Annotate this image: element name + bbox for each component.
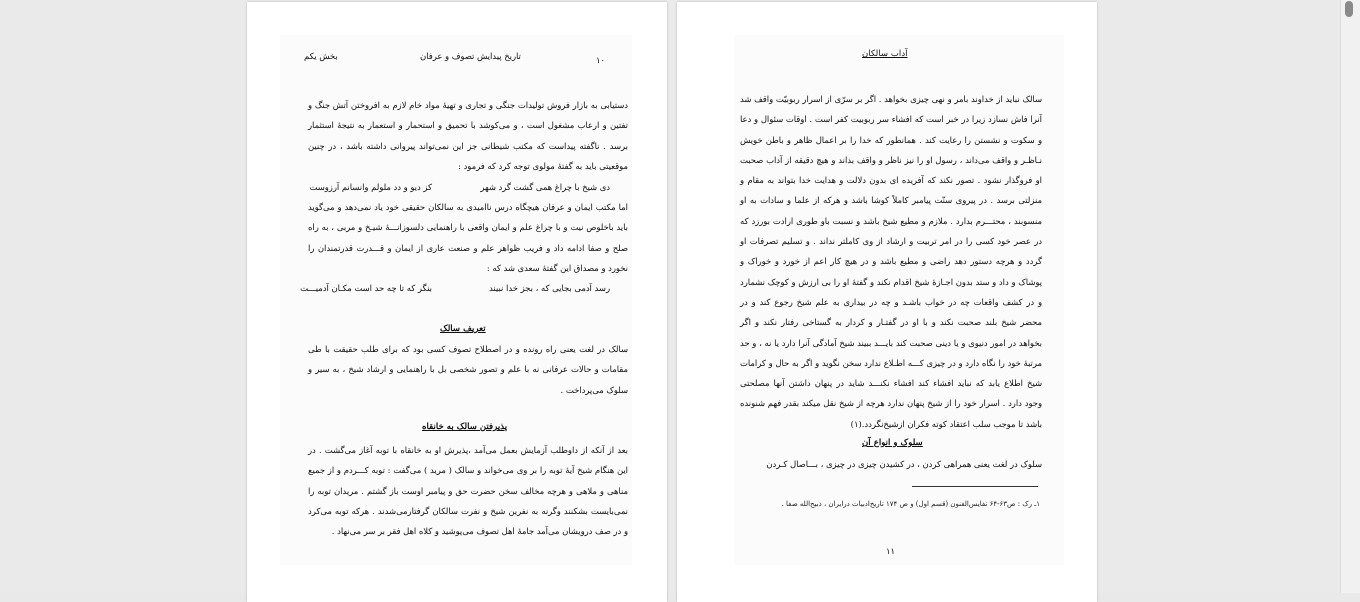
paragraph: اما مکتب ایمان و عرفان هیچگاه درس ناامیدی به سالکان حقیقی خود یاد نمی‌دهد و می‌گوید باید باخلوص نیت و با چراغ علم و ایمان واقعی با راهنمایی دلسوزانـــهٔ شیـخ و مربی ، به راه صلح و صفا ادامه داد و فریب ظواهر علم و صنعت عاری از ایمان و قـــدرت قدرتمندان را نخورد و مصداق این گفتهٔ سعدی شد که : bbox=[308, 202, 628, 273]
paragraph: سلوک در لغت یعنی همراهی کردن ، در کشیدن چیزی در چیزی ، بـــاصال کـردن bbox=[766, 459, 1042, 469]
body-text bbox=[308, 339, 628, 400]
verse-hemistich-2: بنگر که تا چه حد است مکـان آدمیـــت bbox=[300, 283, 432, 293]
body-text bbox=[308, 197, 628, 278]
scanned-page-image bbox=[280, 35, 632, 565]
running-title: تاریخ پیدایش تصوف و عرفان bbox=[420, 51, 521, 61]
section-label: بخش یکم bbox=[304, 51, 338, 61]
verse-hemistich-1: رسد آدمی بجایی که ، بجز خدا نبیند bbox=[489, 283, 610, 293]
scrollbar-thumb[interactable] bbox=[1345, 1, 1353, 17]
body-text bbox=[308, 440, 628, 541]
body-text bbox=[308, 95, 628, 176]
page-left bbox=[247, 2, 667, 602]
body-text bbox=[740, 454, 1042, 474]
section-heading: سلوک و انواع آن bbox=[862, 438, 923, 448]
section-heading: پذیرفتن سالک به خانقاه bbox=[422, 422, 508, 432]
paragraph: سالک نباید از خداوند بامر و نهی چیزی بخواهد . اگر بر سرّی از اسرار ربوبیّت واقف شد آنرا فاش نسازد زیرا در خبر است که افشاء سر ربوبیت کفر است . اوقات سئوال و دعا و سکوت و نشستن را رعایت کند . همانطور که خدا را بر اعمال ظاهر و باطن خویش نـاظـر و واقف می‌داند ، رسول او را نیز ناظر و واقف بداند و هیچ دقیقه از آداب صحبت او فروگذار نشود . تصور نکند که آفریده ای بدون دلالت و هدایت خدا بتواند به مقام و منزلتی برسد . در پیروی سنّت پیامبر کاملاً کوشا باشد و هرکه از علما و سادات به او منسوبند ، محتـــرم بدارد . ملازم و مطیع شیخ باشد و نسبت باو طوری ارادت بورزد که در عصر خود کسی را در امر تربیت و ارشاد از وی کاملتر نداند . و تسلیم تصرفات او گردد و هرچه دستور دهد راضی و مطیع باشد و در هیچ کار اعم از خورد و خوراک و پوشاک و داد و ستد بدون اجـازهٔ شیخ اقدام نکند و گفتهٔ او را بی ارزش و کوچک نشمارد و در کشف واقعات چه در خواب باشـد و چه در بیداری به علم شیخ رجوع کند و در محضر شیخ بلند صحبت نکند و با او در گفتـار و کردار به گستاخی رفتار نکند و اگر بخواهد در امور دنیوی و یا دینی صحبت کند بایـــد ببیند شیخ آمادگی آنرا دارد یا نه ، و حد مرتبهٔ خود را نگاه دارد و در چیزی کـــه اطـلاع ندارد سخن نگوید و اگر به حال و کرامات شیخ اطلاع یابد که نباید افشاء کند افشاء نکنـــد شاید در پنهان داشتن آنها مصلحتی وجود دارد . اسرار خود را از شیخ پنهان ندارد هرچه از شیخ نقل میکند بقدر فهم شنونده باشد تا موجب سلب اعتقاد کوته فکران ازشیخ‌نگردد.(۱) bbox=[740, 94, 1042, 429]
footnote: ۱ـ رک : ص۶۳-۶۴ نفایس‌الفنون (قسم اول) و ص ۱۷۴ تاریخ‌ادبیات درایران ، ذبیح‌الله صفا . bbox=[781, 500, 1040, 508]
paragraph: سالک در لغت یعنی راه رونده و در اصطلاح تصوف کسی بود که برای طلب حقیقت با طی مقامات و حالات عرفانی نه با علم و تصور شخصی بل با راهنمایی و ارشاد شیخ ، به سیر و سلوک می‌پرداخت . bbox=[308, 344, 628, 395]
verse-hemistich-2: کز دیو و دد ملولم وانسانم آرزوست bbox=[309, 182, 432, 192]
scanned-page-image bbox=[734, 35, 1064, 565]
paragraph: بعد از آنکه از داوطلب آزمایش بعمل می‌آمد ،پذیرش او به خانقاه با توبه آغاز می‌گشت . در این هنگام شیخ آیهٔ توبه را بر وی می‌خواند و سالک ( مرید ) می‌گفت : توبه کـــردم و از جمیع مناهی و ملاهی و هرچه مخالف سخن حضرت حق و پیامبر اوست باز گشتم . مریدان توبه را نمی‌بایست بشکنند وگرنه به نفرین شیخ و نفرت سالکان گرفتارمی‌شدند . هرکه توبه می‌کرد و در صف درویشان می‌آمد جامهٔ اهل تصوف می‌پوشید و کلاه اهل فقر بر سر می‌نهاد . bbox=[308, 445, 628, 537]
section-heading: تعریف سالک bbox=[440, 324, 486, 334]
page-right bbox=[677, 2, 1097, 602]
verse-hemistich-1: دی شیخ با چراغ همی گشت گرد شهر bbox=[480, 182, 610, 192]
paragraph: دستیابی به بازار فروش تولیدات جنگی و تجاری و تهیهٔ مواد خام لازم به افروختن آتش جنگ و تفتین و ارعاب مشغول است ، و می‌کوشد با تحمیق و استحمار و استعمار به نتیجهٔ استثمار برسد . ناگفته پیداست که مکتب شیطانی جز این نمی‌تواند پیروانی داشته باشد ، در چنین موقعیتی باید به گفتهٔ مولوی توجه کرد که فرمود : bbox=[308, 100, 628, 171]
page-number: ۱۱ bbox=[886, 546, 895, 556]
running-title: آداب سالکان bbox=[862, 49, 908, 59]
vertical-scrollbar[interactable] bbox=[1340, 0, 1360, 593]
page-number: ۱۰ bbox=[596, 55, 605, 65]
body-text bbox=[740, 89, 1042, 434]
footnote-divider bbox=[912, 486, 1038, 487]
